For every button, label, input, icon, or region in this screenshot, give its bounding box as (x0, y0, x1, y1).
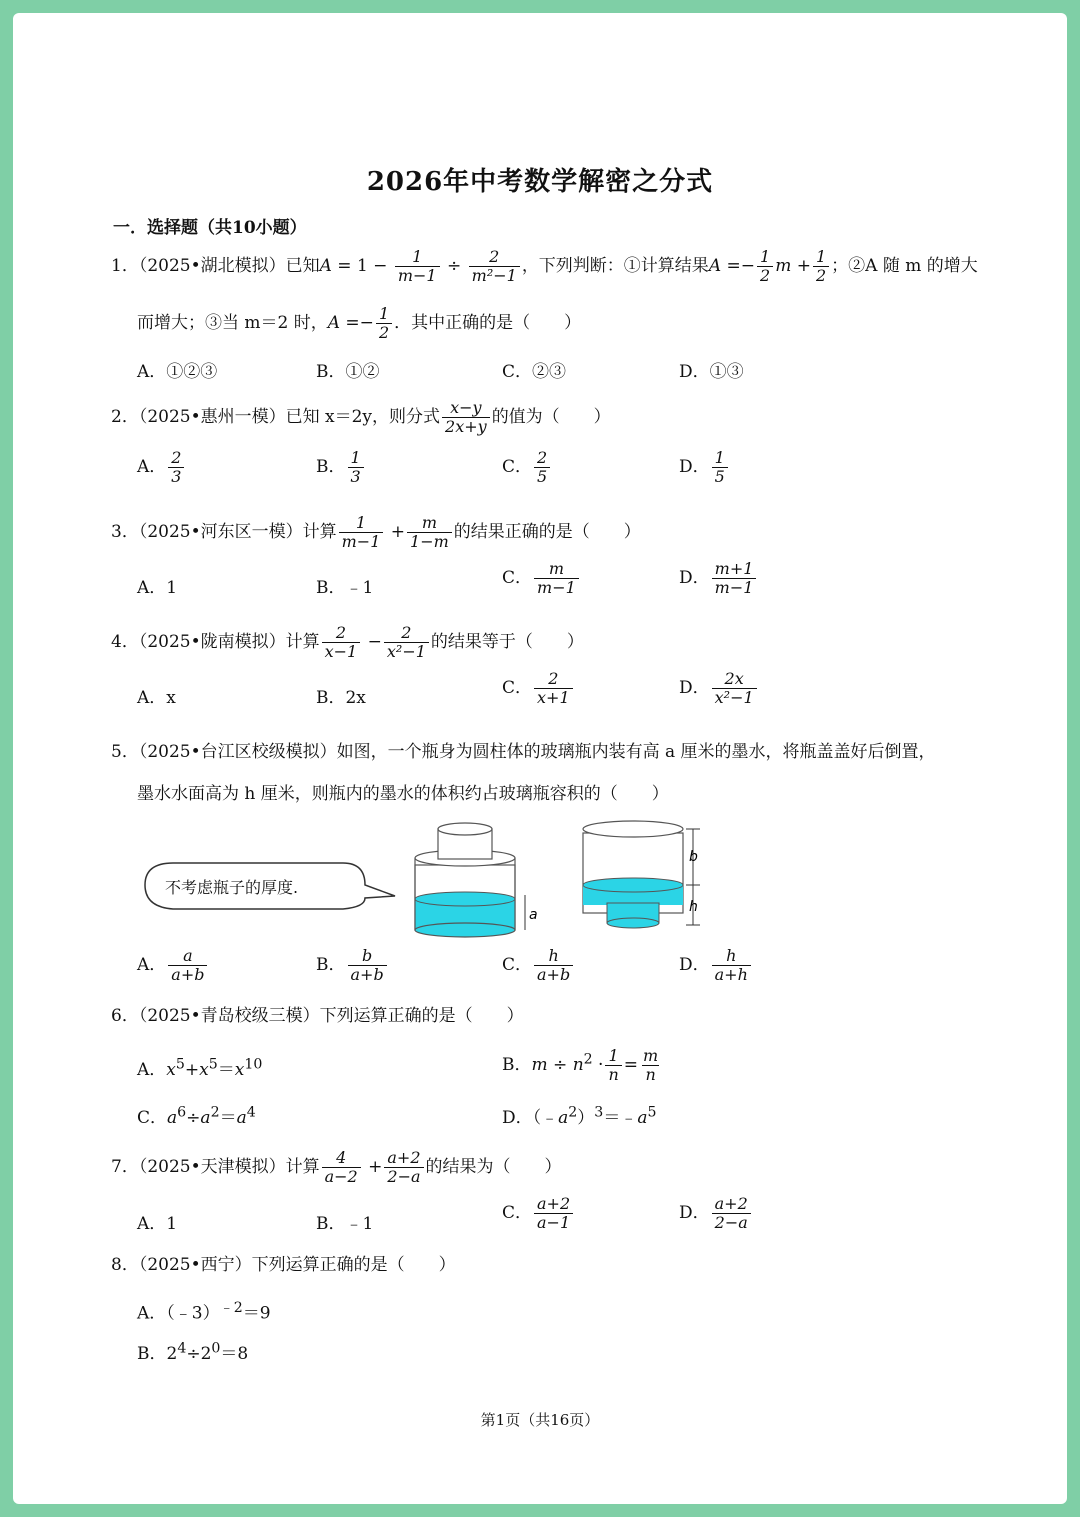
q7-option-b[interactable]: B．﹣1 (316, 1214, 374, 1234)
fraction: $\frac{2}{x+1}$ (534, 670, 573, 707)
bottle-inverted (583, 821, 700, 928)
q3-option-b[interactable]: B．﹣1 (316, 578, 374, 598)
question-5-line-2: 墨水水面高为 h 厘米，则瓶内的墨水的体积约占玻璃瓶容积的（ ） (137, 784, 669, 804)
q4-option-b[interactable]: B．2x (316, 688, 366, 708)
q1-option-b[interactable]: B．①② (316, 362, 380, 382)
page-title: 2026年中考数学解密之分式 (366, 167, 714, 197)
label-a: a (529, 907, 538, 923)
q6-option-c[interactable]: C．$a^6\div a^2=a^4$ (137, 1104, 256, 1128)
question-4: 4．（2025•陇南模拟）计算 $\frac{2}{x-1}$ − $\frac{2}{\text{x²−1}}$ 的结果等于（ ） (111, 623, 584, 661)
fraction: $\frac{m}{n}$ (643, 1046, 659, 1084)
fraction: $\frac{h}{a+b}$ (534, 947, 573, 984)
fraction: $\frac{1}{2}$ (757, 248, 773, 285)
document-page (13, 13, 1067, 1504)
q1-option-d[interactable]: D．①③ (679, 362, 744, 382)
q7-option-d[interactable]: D． $\frac{a+2}{2-a}$ (679, 1195, 753, 1232)
bottle-upright (415, 823, 538, 937)
question-1: 1．（2025•湖北模拟）已知A = 1 − $\frac{1}{m-1}$ ÷ $\frac{2}{\text{m²−1}}$ ，下列判断：①计算结果A =− $\frac{1}{2}$ m + $\frac{1}{2}$ ；②A 随 m 的增大 (111, 247, 978, 285)
fraction: $\frac{1}{5}$ (712, 449, 728, 486)
fraction: $\frac{2}{\text{x²−1}}$ (384, 624, 429, 661)
q1-option-c[interactable]: C．②③ (502, 362, 567, 382)
fraction: $\frac{a+2}{2-a}$ (384, 1149, 423, 1186)
q4-option-d[interactable]: D． $\frac{2x}{\text{x²−1}}$ (679, 670, 759, 707)
q2-option-d[interactable]: D． $\frac{1}{5}$ (679, 449, 730, 486)
label-h: h (689, 899, 698, 915)
q5-option-a[interactable]: A． $\frac{a}{a+b}$ (137, 947, 209, 984)
question-8: 8．（2025•西宁）下列运算正确的是（ ） (111, 1255, 456, 1275)
q2-option-a[interactable]: A． $\frac{2}{3}$ (137, 449, 186, 486)
q3-option-a[interactable]: A．1 (137, 578, 178, 598)
fraction: $\frac{1}{2}$ (376, 305, 392, 342)
q1-option-a[interactable]: A．①②③ (137, 362, 218, 382)
q6-option-a[interactable]: A．$x^5+x^5=x^{10}$ (137, 1056, 263, 1080)
page-footer: 第1页（共16页） (480, 1411, 600, 1429)
bubble-text: 不考虑瓶子的厚度. (165, 878, 299, 897)
fraction: $\frac{4}{a-2}$ (322, 1149, 361, 1186)
q4-option-c[interactable]: C． $\frac{2}{x+1}$ (502, 670, 575, 707)
fraction: $\frac{2}{x-1}$ (322, 624, 361, 661)
fraction: $\frac{1}{3}$ (348, 449, 364, 486)
fraction: $\frac{a+2}{a-1}$ (534, 1195, 573, 1232)
q2-option-b[interactable]: B． $\frac{1}{3}$ (316, 449, 366, 486)
question-3: 3．（2025•河东区一模）计算 $\frac{1}{m-1}$ + $\frac{m}{1-m}$ 的结果正确的是（ ） (111, 513, 641, 551)
q3-option-c[interactable]: C． $\frac{m}{m-1}$ (502, 560, 581, 597)
q2-option-c[interactable]: C． $\frac{2}{5}$ (502, 449, 552, 486)
q7-option-c[interactable]: C． $\frac{a+2}{a-1}$ (502, 1195, 575, 1232)
fraction: $\frac{2x}{\text{x²−1}}$ (712, 670, 757, 707)
fraction: $\frac{m+1}{m-1}$ (712, 560, 757, 597)
q5-option-d[interactable]: D． $\frac{h}{a+h}$ (679, 947, 753, 984)
question-5: 5．（2025•台江区校级模拟）如图，一个瓶身为圆柱体的玻璃瓶内装有高 a 厘米的墨水，将瓶盖盖好后倒置， (111, 742, 936, 762)
q5-option-c[interactable]: C． $\frac{h}{a+b}$ (502, 947, 575, 984)
fraction: $\frac{a}{a+b}$ (168, 947, 207, 984)
fraction: $\frac{m}{1-m}$ (407, 514, 452, 551)
fraction: $\frac{a+2}{2-a}$ (712, 1195, 751, 1232)
fraction: $\frac{2}{\text{m²−1}}$ (469, 248, 520, 285)
q6-option-b[interactable]: B．$m \div n^2$ · $\frac{1}{n}$ = $\frac{m}{n}$ (502, 1047, 663, 1084)
section-heading: 一．选择题（共10小题） (113, 218, 307, 238)
fraction: $\frac{m}{m-1}$ (534, 560, 579, 597)
fraction: $\frac{1}{2}$ (813, 248, 829, 285)
fraction: $\frac{h}{a+h}$ (712, 947, 751, 984)
fraction: $\frac{x-y}{2x+y}$ (442, 399, 490, 436)
q8-option-a[interactable]: A．（﹣3）$^{﹣2}$＝9 (137, 1300, 271, 1324)
question-7: 7．（2025•天津模拟）计算 $\frac{4}{a-2}$ + $\frac{a+2}{2-a}$ 的结果为（ ） (111, 1148, 562, 1186)
label-b: b (689, 849, 698, 865)
q3-option-d[interactable]: D． $\frac{m+1}{m-1}$ (679, 560, 758, 597)
question-1-line-2: 而增大；③当 m＝2 时，A =− $\frac{1}{2}$ ．其中正确的是（ ） (137, 304, 582, 342)
fraction: $\frac{b}{a+b}$ (348, 947, 387, 984)
fraction: $\frac{2}{3}$ (168, 449, 184, 486)
q8-option-b[interactable]: B．$2^4\div 2^0=8$ (137, 1340, 249, 1364)
fraction: $\frac{1}{n}$ (605, 1047, 621, 1084)
q6-option-d[interactable]: D．$(﹣a^2)^3=﹣a^5$ (502, 1104, 657, 1128)
fraction: $\frac{1}{m-1}$ (339, 514, 384, 551)
fraction: $\frac{1}{m-1}$ (395, 248, 440, 285)
fraction: $\frac{2}{5}$ (534, 449, 550, 486)
question-6: 6．（2025•青岛校级三模）下列运算正确的是（ ） (111, 1006, 524, 1026)
q4-option-a[interactable]: A．x (137, 688, 176, 708)
question-2: 2．（2025•惠州一模）已知 x＝2y，则分式 $\frac{x-y}{2x+y}$ 的值为（ ） (111, 398, 611, 436)
q5-option-b[interactable]: B． $\frac{b}{a+b}$ (316, 947, 389, 984)
bottle-figure (133, 813, 713, 948)
q7-option-a[interactable]: A．1 (137, 1214, 178, 1234)
